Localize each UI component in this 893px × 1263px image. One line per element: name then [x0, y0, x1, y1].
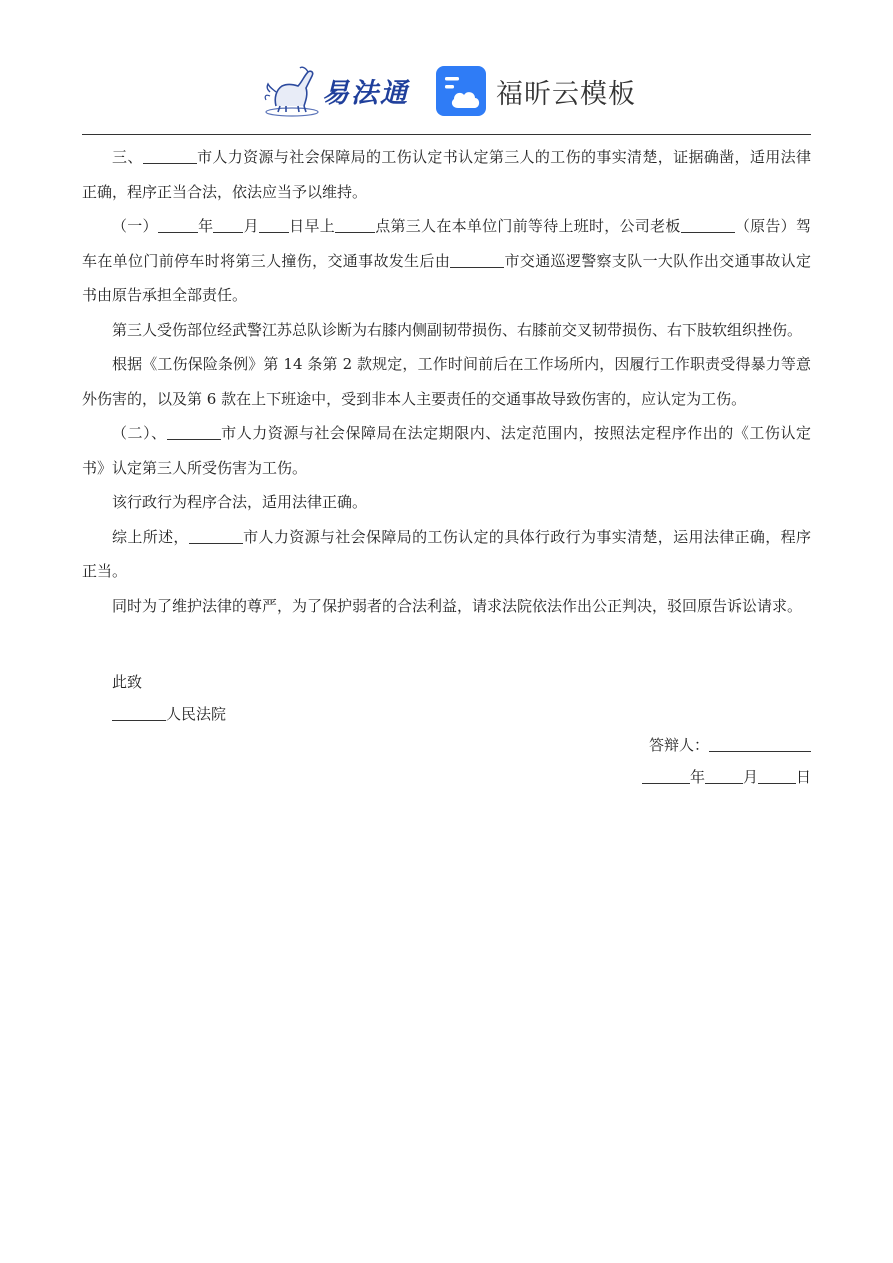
blank-respondent[interactable] [709, 736, 811, 752]
blank-day[interactable] [758, 768, 796, 784]
salutation: 此致 [112, 673, 143, 691]
paragraph-injury: 第三人受伤部位经武警江苏总队诊断为右膝内侧副韧带损伤、右膝前交叉韧带损伤、右下肢软组织挫伤。 [112, 320, 803, 339]
paragraph-summary: 综上所述， 市人力资源与社会保障局的工伤认定的具体行政行为事实清楚，运用法律正确，程序正当。 [82, 527, 811, 580]
blank-boss-name[interactable] [681, 217, 735, 233]
paragraph-request: 同时为了维护法律的尊严，为了保护弱者的合法利益，请求法院依法作出公正判决，驳回原告诉讼请求。 [112, 596, 803, 615]
horse-emblem-icon [262, 62, 320, 118]
blank-month[interactable] [705, 768, 743, 784]
cloud-document-icon [436, 66, 486, 116]
yifatong-logo [262, 62, 409, 118]
signature-date: 年 月 日 [642, 767, 811, 787]
respondent-line: 答辩人： [649, 735, 811, 755]
blank-year[interactable] [158, 217, 198, 233]
blank-city[interactable] [450, 252, 504, 268]
foxit-template-logo [436, 63, 636, 119]
yifatong-logo-text: 易法通 [322, 77, 409, 109]
blank-month[interactable] [213, 217, 243, 233]
blank-year[interactable] [642, 768, 690, 784]
paragraph-incident: （一） 年 月 日早上 点第三人在本单位门前等待上班时，公司老板 （原告）驾车在单位门前停车时将第三人撞伤，交通事故发生后由 市交通巡逻警察支队一大队作出交通事故认定书由原告承担全部责任。 [82, 217, 811, 304]
blank-court[interactable] [112, 705, 166, 721]
paragraph-two: （二）、 市人力资源与社会保障局在法定期限内、法定范围内，按照法定程序作出的《工伤认定书》认定第三人所受伤害为工伤。 [82, 424, 811, 477]
foxit-template-logo-text: 福昕云模板 [496, 78, 636, 110]
court-line: 人民法院 [112, 704, 226, 724]
blank-city[interactable] [167, 424, 221, 440]
header-divider [82, 134, 811, 135]
document-body [82, 140, 811, 623]
blank-day[interactable] [259, 217, 289, 233]
paragraph-three: 三、 市人力资源与社会保障局的工伤认定书认定第三人的工伤的事实清楚，证据确凿，适用法律正确，程序正当合法，依法应当予以维持。 [82, 148, 811, 201]
page-header [0, 58, 893, 124]
paragraph-regulation: 根据《工伤保险条例》第 14 条第 2 款规定，工作时间前后在工作场所内，因履行工作职责受得暴力等意外伤害的，以及第 6 款在上下班途中，受到非本人主要责任的交通事故导致伤害的，应认定为工伤。 [82, 355, 811, 408]
blank-field[interactable] [143, 148, 197, 164]
blank-hour[interactable] [335, 217, 375, 233]
paragraph-lawful: 该行政行为程序合法，适用法律正确。 [112, 493, 368, 511]
blank-city[interactable] [189, 528, 243, 544]
